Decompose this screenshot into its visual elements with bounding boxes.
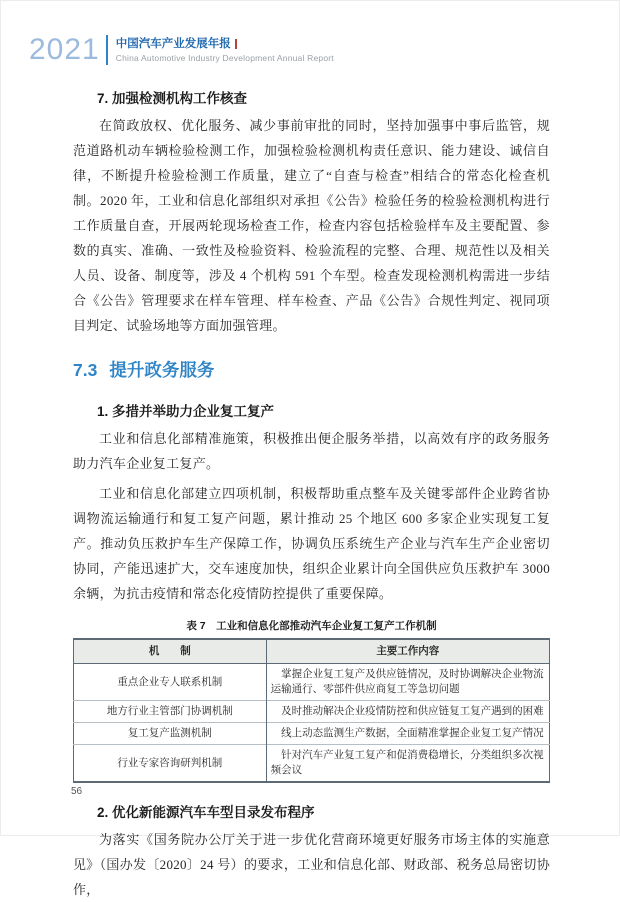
heading-section-7-3 (73, 358, 550, 382)
header-titles (116, 37, 334, 64)
table-row (74, 664, 550, 701)
section-7-3-number: 7.3 (73, 360, 98, 380)
mechanism-cell: 重点企业专人联系机制 (74, 664, 267, 701)
table-row (74, 745, 550, 783)
heading-sub-1: 1. 多措并举助力企业复工复产 (97, 404, 275, 419)
header-divider (106, 35, 108, 65)
paragraph-services: 工业和信息化部精准施策，积极推出便企服务举措，以高效有序的政务服务助力汽车企业复工复产。 (73, 431, 550, 471)
report-title-en: China Automotive Industry Development Annual Report (115, 52, 334, 63)
column-header-content: 主要工作内容 (266, 639, 549, 664)
paragraph-mechanisms: 工业和信息化部建立四项机制，积极帮助重点整车及关键零部件企业跨省协调物流运输通行和复工复产问题，累计推动 25 个地区 600 多家企业实现复工复产。推动负压救护车生产保障工作，协调负压系统生产企业与汽车生产企业密切协同，产能迅速扩大，交车速度加快，组织企业累计向全国供应负压救护车 3000 余辆，为抗击疫情和常态化疫情防控提供了重要保障。 (73, 486, 550, 601)
report-title-cn-text: 中国汽车产业发展年报 (115, 37, 231, 50)
page-number: 56 (71, 786, 83, 797)
content-cell: 线上动态监测生产数据，全面精准掌握企业复工复产情况 (266, 723, 549, 745)
content-cell: 及时推动解决企业疫情防控和供应链复工复产遇到的困难 (266, 701, 549, 723)
table-row (74, 723, 550, 745)
page-body (73, 89, 550, 902)
table-head (74, 639, 550, 664)
content-cell: 针对汽车产业复工复产和促消费稳增长，分类组织多次视频会议 (266, 745, 549, 783)
running-head (29, 35, 334, 65)
paragraph-catalogue: 为落实《国务院办公厅关于进一步优化营商环境更好服务市场主体的实施意见》（国办发〔2020〕24 号）的要求，工业和信息化部、财政部、税务总局密切协作， (73, 832, 551, 897)
work-mechanism-table (73, 638, 550, 783)
mechanism-cell: 地方行业主管部门协调机制 (74, 701, 267, 723)
heading-sub-2: 2. 优化新能源汽车车型目录发布程序 (97, 805, 315, 820)
red-tick-mark (235, 39, 237, 49)
table-caption: 表 7 工业和信息化部推动汽车企业复工复产工作机制 (186, 620, 437, 632)
report-title-cn (116, 37, 334, 51)
table-header-row (74, 639, 550, 664)
column-header-mechanism: 机 制 (74, 639, 267, 664)
section-7-3-title: 提升政务服务 (109, 360, 215, 380)
table-row (74, 701, 550, 723)
heading-section-7: 7. 加强检测机构工作核查 (97, 91, 248, 106)
content-cell: 掌握企业复工复产及供应链情况，及时协调解决企业物流运输通行、零部件供应商复工等急切问题 (270, 669, 544, 695)
paragraph-inspection: 在简政放权、优化服务、减少事前审批的同时，坚持加强事中事后监管，规范道路机动车辆检验检测工作，加强检验检测机构责任意识、能力建设、诚信自律，不断提升检验检测工作质量，建立了“自查与检查”相结合的常态化检查机制。2020 年，工业和信息化部组织对承担《公告》检验任务的检验检测机构进行工作质量自查，开展两轮现场检查工作，检查内容包括检验样车及主要配置、参数的真实、准确、一致性及检验资料、检验流程的完整、合理、规范性以及相关人员、设备、制度等，涉及 4 个机构 591 个车型。检查发现检测机构需进一步结合《公告》管理要求在样车管理、样车检查、产品《公告》合规性判定、视同项目判定、试验场地等方面加强管理。 (73, 118, 550, 333)
mechanism-cell: 复工复产监测机制 (74, 723, 267, 745)
table-body (74, 664, 550, 783)
mechanism-cell: 行业专家咨询研判机制 (74, 745, 267, 783)
report-year: 2021 (29, 33, 100, 66)
